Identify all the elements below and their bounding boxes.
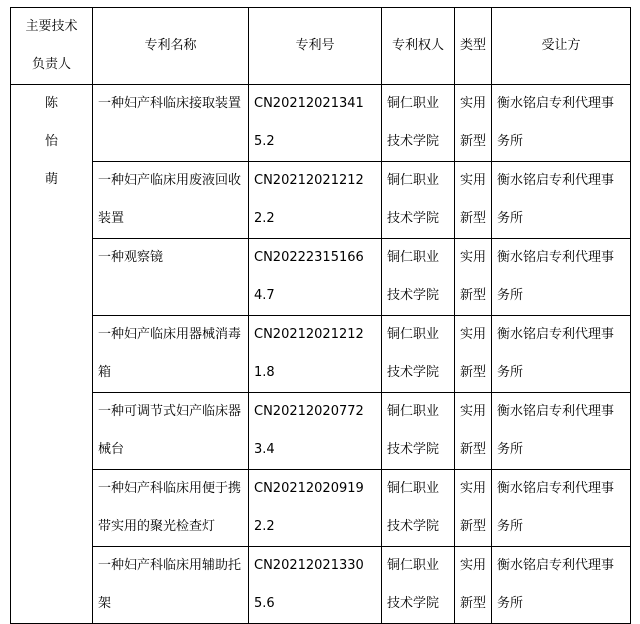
patent-number-cell: CN202120212121.8 — [249, 316, 382, 393]
header-owner — [11, 8, 93, 85]
patent-table — [10, 7, 631, 624]
owner-name-char: 陈 — [44, 96, 58, 111]
header-owner-line-2: 负责人 — [31, 57, 71, 72]
type-cell: 实用新型 — [455, 393, 492, 470]
patent-number-cell: CN202120209192.2 — [249, 470, 382, 547]
patent-name-cell: 一种妇产科临床接取装置 — [93, 85, 249, 162]
transferee-cell: 衡水铭启专利代理事务所 — [492, 162, 631, 239]
patent-holder-cell: 铜仁职业技术学院 — [382, 547, 455, 624]
header-row — [11, 8, 631, 85]
owner-name-char: 萌 — [44, 172, 58, 187]
type-cell: 实用新型 — [455, 239, 492, 316]
patent-name-cell: 一种妇产临床用废液回收装置 — [93, 162, 249, 239]
patent-name-cell: 一种可调节式妇产临床器械台 — [93, 393, 249, 470]
header-patent-name: 专利名称 — [93, 8, 249, 85]
patent-number-cell: CN202120213305.6 — [249, 547, 382, 624]
patent-number-cell: CN202223151664.7 — [249, 239, 382, 316]
transferee-cell: 衡水铭启专利代理事务所 — [492, 316, 631, 393]
owner-cell — [11, 85, 93, 624]
patent-holder-cell: 铜仁职业技术学院 — [382, 239, 455, 316]
transferee-cell: 衡水铭启专利代理事务所 — [492, 85, 631, 162]
transferee-cell: 衡水铭启专利代理事务所 — [492, 470, 631, 547]
type-cell: 实用新型 — [455, 85, 492, 162]
table-row — [11, 316, 631, 393]
header-owner-line-1: 主要技术 — [25, 19, 78, 34]
header-patent-holder: 专利权人 — [382, 8, 455, 85]
table-row — [11, 162, 631, 239]
type-cell: 实用新型 — [455, 316, 492, 393]
patent-holder-cell: 铜仁职业技术学院 — [382, 162, 455, 239]
patent-holder-cell: 铜仁职业技术学院 — [382, 470, 455, 547]
header-transferee: 受让方 — [492, 8, 631, 85]
header-patent-number: 专利号 — [249, 8, 382, 85]
transferee-cell: 衡水铭启专利代理事务所 — [492, 393, 631, 470]
table-row — [11, 470, 631, 547]
header-type: 类型 — [455, 8, 492, 85]
table-row — [11, 239, 631, 316]
type-cell: 实用新型 — [455, 162, 492, 239]
patent-name-cell: 一种妇产科临床用便于携带实用的聚光检查灯 — [93, 470, 249, 547]
patent-name-cell: 一种观察镜 — [93, 239, 249, 316]
type-cell: 实用新型 — [455, 547, 492, 624]
patent-holder-cell: 铜仁职业技术学院 — [382, 393, 455, 470]
patent-holder-cell: 铜仁职业技术学院 — [382, 316, 455, 393]
type-cell: 实用新型 — [455, 470, 492, 547]
patent-number-cell: CN202120213415.2 — [249, 85, 382, 162]
table-row — [11, 547, 631, 624]
patent-name-cell: 一种妇产临床用器械消毒箱 — [93, 316, 249, 393]
patent-name-cell: 一种妇产科临床用辅助托架 — [93, 547, 249, 624]
patent-holder-cell: 铜仁职业技术学院 — [382, 85, 455, 162]
patent-number-cell: CN202120207723.4 — [249, 393, 382, 470]
transferee-cell: 衡水铭启专利代理事务所 — [492, 547, 631, 624]
owner-name-char: 怡 — [44, 134, 58, 149]
table-row — [11, 85, 631, 162]
table-row — [11, 393, 631, 470]
patent-number-cell: CN202120212122.2 — [249, 162, 382, 239]
transferee-cell: 衡水铭启专利代理事务所 — [492, 239, 631, 316]
patent-table-container — [10, 7, 631, 624]
